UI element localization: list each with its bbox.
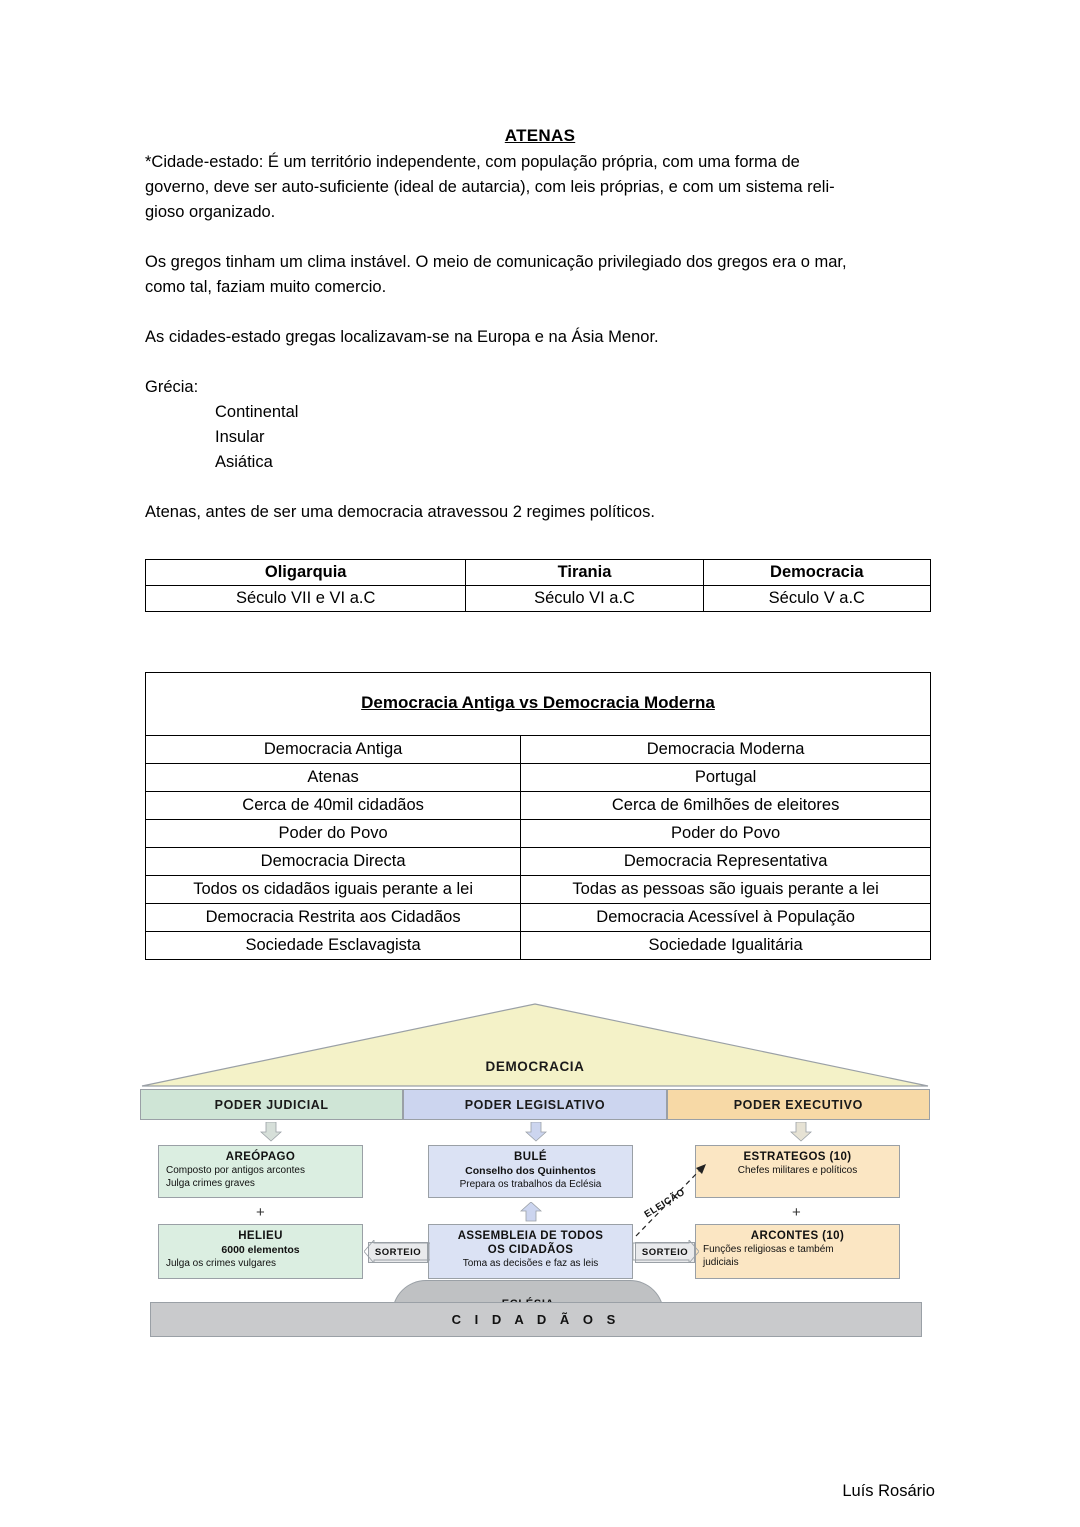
comparison-table-wrap [145, 672, 935, 960]
bule-title: BULÉ [514, 1151, 547, 1163]
sorteio-left-badge: SORTEIO [368, 1242, 428, 1263]
helieu-subtitle: 6000 elementos [221, 1244, 300, 1256]
eleicao-label: ELEIÇÃO [642, 1186, 688, 1221]
author-signature: Luís Rosário [842, 1482, 935, 1500]
areopago-title: AREÓPAGO [225, 1151, 296, 1163]
table-cell: Poder do Povo [146, 820, 521, 848]
page-title: ATENAS [504, 126, 576, 145]
assembleia-desc: Toma as decisões e faz as leis [462, 1258, 599, 1269]
table-cell: Cerca de 6milhões de eleitores [521, 792, 931, 820]
table-cell: Democracia Representativa [521, 848, 931, 876]
para2-line1: Os gregos tinham um clima instável. O meio de comunicação privilegiado dos gregos era o mar, [145, 253, 847, 271]
estrategos-title: ESTRATEGOS (10) [743, 1151, 852, 1163]
table-cell: Cerca de 40mil cidadãos [146, 792, 521, 820]
table-row [146, 904, 931, 932]
paragraph-regimes: Atenas, antes de ser uma democracia atravessou 2 regimes políticos. [145, 503, 655, 521]
areopago-desc2: Julga crimes graves [166, 1177, 255, 1189]
paragraph-localizacao: As cidades-estado gregas localizavam-se na Europa e na Ásia Menor. [145, 328, 659, 346]
regimes-table [145, 559, 931, 612]
table-row [146, 736, 931, 764]
table-cell: Sociedade Igualitária [521, 932, 931, 960]
regimes-table-wrap [145, 559, 935, 612]
box-arcontes [695, 1224, 900, 1279]
cidadaos-base: C I D A D Ã O S [150, 1302, 922, 1337]
comparison-table-title: Democracia Antiga vs Democracia Moderna [146, 673, 931, 736]
paragraph-grecia: Grécia: [145, 378, 199, 396]
box-areopago [158, 1145, 363, 1198]
para1-line2: governo, deve ser auto-suficiente (ideal de autarcia), com leis próprias, e com um sistema reli- [145, 178, 835, 196]
helieu-desc: Julga os crimes vulgares [166, 1258, 277, 1269]
box-estrategos [695, 1145, 900, 1198]
arrow-sorteio-right [633, 1240, 699, 1263]
table-cell: Poder do Povo [521, 820, 931, 848]
table-cell: Todas as pessoas são iguais perante a lei [521, 876, 931, 904]
table-row [146, 764, 931, 792]
arrow-down-legislativo [525, 1122, 547, 1142]
table-cell: Atenas [146, 764, 521, 792]
comparison-table [145, 672, 931, 960]
para1-line3: gioso organizado. [145, 203, 276, 221]
plus-sign-judicial: + [256, 1204, 265, 1221]
paragraph-cidade-estado [145, 150, 935, 225]
table-row [146, 560, 931, 586]
document-content [145, 126, 935, 1512]
table-cell: Democracia Moderna [521, 736, 931, 764]
box-helieu [158, 1224, 363, 1279]
box-assembleia [428, 1224, 633, 1279]
table-header-democracia: Democracia [703, 560, 930, 586]
table-cell: Democracia Directa [146, 848, 521, 876]
estrategos-desc: Chefes militares e políticos [737, 1165, 858, 1176]
arcontes-desc2: judiciais [703, 1256, 739, 1268]
table-cell: Democracia Acessível à População [521, 904, 931, 932]
power-judicial: PODER JUDICIAL [140, 1089, 403, 1120]
areopago-desc1: Composto por antigos arcontes [166, 1165, 305, 1176]
box-bule [428, 1145, 633, 1198]
arcontes-desc1: Funções religiosas e também [703, 1244, 834, 1255]
para2-line2: como tal, faziam muito comercio. [145, 278, 387, 296]
arrow-down-judicial [260, 1122, 282, 1142]
table-row [146, 932, 931, 960]
table-row [146, 586, 931, 612]
athens-democracy-diagram [140, 1002, 930, 1342]
bule-desc: Prepara os trabalhos da Eclésia [459, 1179, 602, 1190]
arrow-down-executivo [790, 1122, 812, 1142]
plus-sign-executivo: + [792, 1204, 801, 1221]
arrow-up-assembleia-bule [520, 1202, 542, 1222]
power-legislativo: PODER LEGISLATIVO [403, 1089, 666, 1120]
list-item: Insular [215, 428, 265, 446]
power-executivo: PODER EXECUTIVO [667, 1089, 930, 1120]
sorteio-right-badge: SORTEIO [635, 1242, 695, 1263]
diagram-roof-label: DEMOCRACIA [485, 1059, 585, 1074]
table-cell: Século V a.C [703, 586, 930, 612]
table-row [146, 792, 931, 820]
grecia-list [215, 400, 935, 475]
powers-row [140, 1089, 930, 1120]
arcontes-title: ARCONTES (10) [750, 1230, 845, 1242]
table-header-tirania: Tirania [466, 560, 703, 586]
table-cell: Democracia Antiga [146, 736, 521, 764]
table-cell: Portugal [521, 764, 931, 792]
table-header-oligarquia: Oligarquia [146, 560, 466, 586]
table-cell: Século VII e VI a.C [146, 586, 466, 612]
bule-subtitle: Conselho dos Quinhentos [465, 1165, 596, 1177]
helieu-title: HELIEU [238, 1230, 283, 1242]
table-row [146, 876, 931, 904]
list-item: Asiática [215, 453, 273, 471]
assembleia-title-line2: OS CIDADÃOS [487, 1244, 574, 1256]
table-row [146, 848, 931, 876]
table-row [146, 673, 931, 736]
para1-line1: *Cidade-estado: É um território independente, com população própria, com uma forma de [145, 153, 800, 171]
list-item: Continental [215, 403, 299, 421]
table-cell: Democracia Restrita aos Cidadãos [146, 904, 521, 932]
arrow-sorteio-left [364, 1240, 430, 1263]
table-cell: Todos os cidadãos iguais perante a lei [146, 876, 521, 904]
assembleia-title-line1: ASSEMBLEIA DE TODOS [457, 1230, 604, 1242]
table-cell: Século VI a.C [466, 586, 703, 612]
table-cell: Sociedade Esclavagista [146, 932, 521, 960]
roof-shape [140, 1002, 930, 1088]
paragraph-clima [145, 250, 935, 300]
table-row [146, 820, 931, 848]
